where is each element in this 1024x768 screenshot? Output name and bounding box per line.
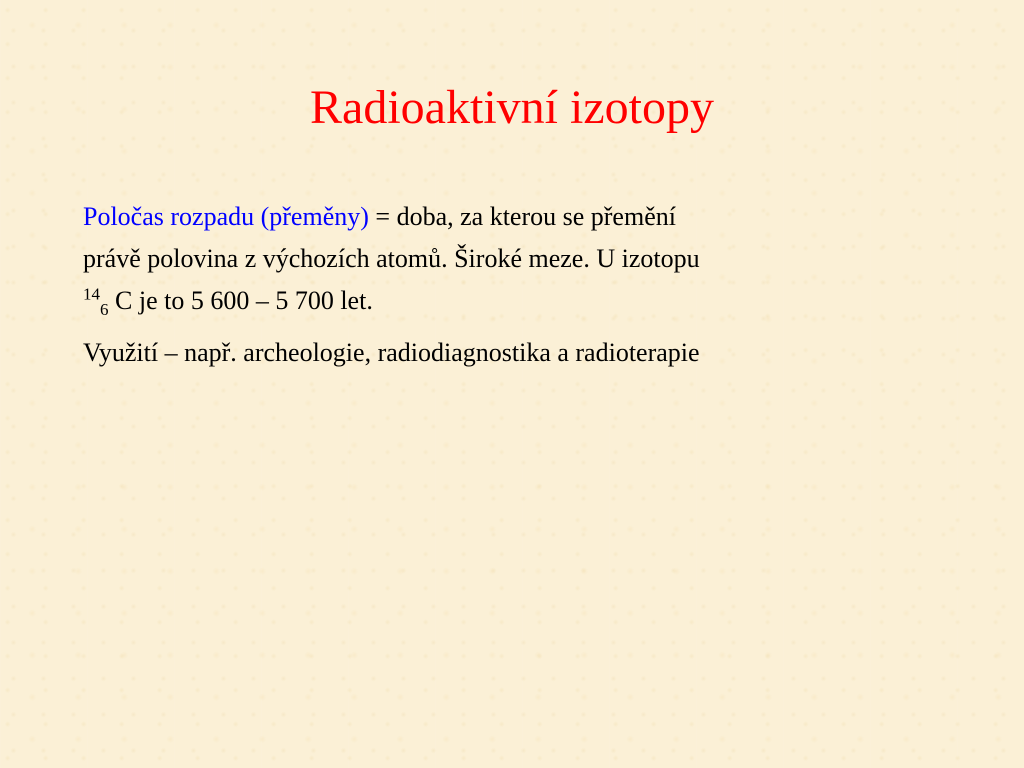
slide-title: Radioaktivní izotopy [310,81,714,134]
isotope-text: C je to 5 600 – 5 700 let. [108,286,373,315]
atomic-number: 6 [100,300,109,320]
usage-paragraph: Využití – např. archeologie, radiodiagnostika a radioterapie [83,338,700,367]
mass-number: 14 [83,284,100,304]
half-life-paragraph [83,196,923,322]
definition-line-2: právě polovina z výchozích atomů. Široké meze. U izotopu [83,244,700,273]
slide-body [83,196,923,384]
half-life-term: Poločas rozpadu (přeměny) [83,202,369,231]
definition-line-1: = doba, za kterou se přemění [368,202,676,231]
